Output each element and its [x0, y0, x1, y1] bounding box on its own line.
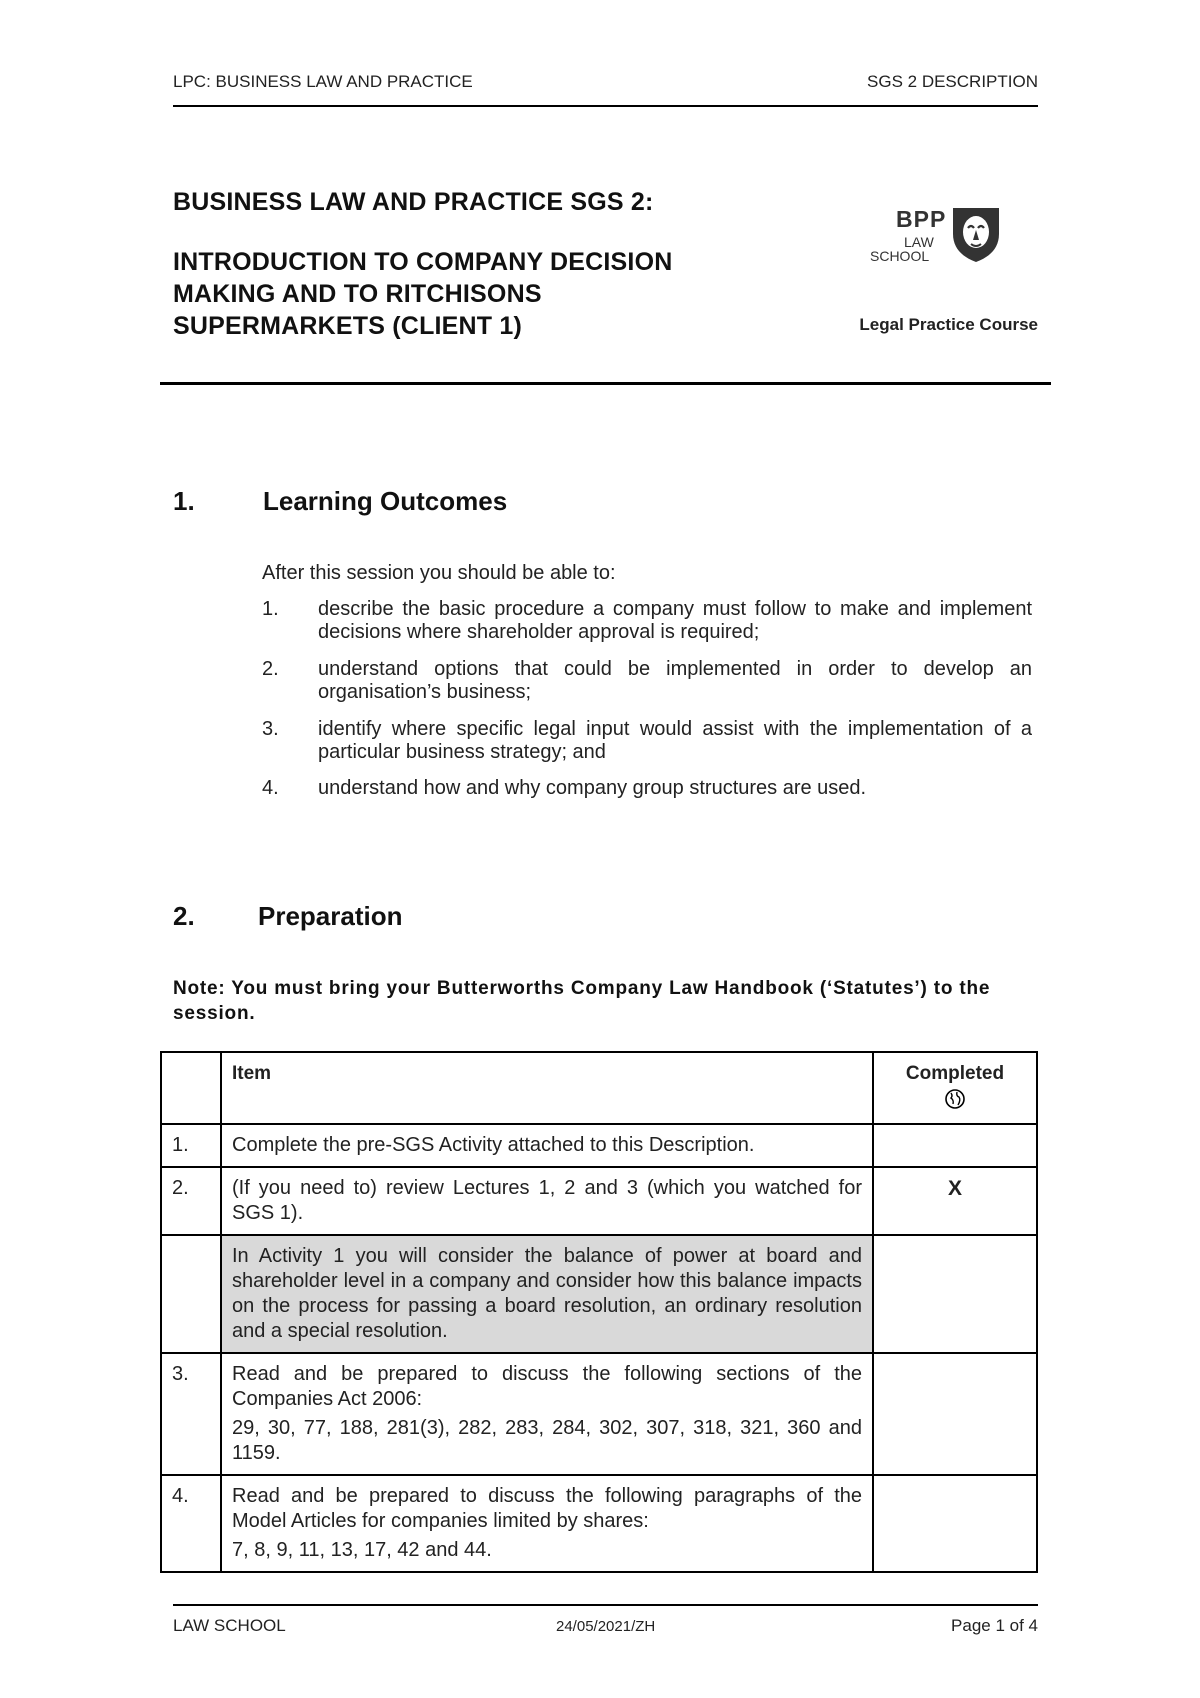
title-line-3: MAKING AND TO RITCHISONS: [173, 280, 542, 308]
row-item-text: (If you need to) review Lectures 1, 2 and 3 (which you watched for SGS 1).: [221, 1167, 873, 1235]
header-right: SGS 2 DESCRIPTION: [867, 72, 1038, 91]
row-item-cell: [221, 1475, 873, 1572]
outcome-number: 4.: [262, 777, 279, 799]
section-2-title: Preparation: [258, 901, 403, 931]
outcome-number: 1.: [262, 598, 279, 620]
title-line-4: SUPERMARKETS (CLIENT 1): [173, 312, 523, 340]
logo-school-text: SCHOOL: [870, 248, 930, 264]
footer-page-number: Page 1 of 4: [951, 1616, 1038, 1635]
learning-outcome-item: [262, 718, 1032, 766]
footer-rule: [173, 1604, 1038, 1606]
preparation-note: Note: You must bring your Butterworths Company Law Handbook (‘Statutes’) to the session.: [173, 978, 991, 1024]
activity-1-shaded-note: In Activity 1 you will consider the balance of power at board and shareholder level in a company and consider how this balance impacts on the process for passing a board resolution, an ordinary resolution and a special resolution.: [221, 1235, 873, 1353]
learning-outcome-item: [262, 598, 1032, 646]
row-number: 3.: [161, 1353, 221, 1475]
learning-outcome-item: [262, 777, 1032, 801]
row-completed: [873, 1475, 1037, 1572]
table-row: [161, 1475, 1037, 1572]
outcome-number: 3.: [262, 718, 279, 740]
row-item-text: Complete the pre-SGS Activity attached to this Description.: [221, 1124, 873, 1167]
logo-law-text: LAW: [904, 234, 934, 250]
learning-outcome-item: [262, 658, 1032, 706]
globe-icon: [944, 1088, 966, 1110]
title-line-1: BUSINESS LAW AND PRACTICE SGS 2:: [173, 188, 654, 216]
row-item-paragraphs: 7, 8, 9, 11, 13, 17, 42 and 44.: [232, 1539, 492, 1561]
footer-left: LAW SCHOOL: [173, 1616, 286, 1635]
table-row: [161, 1167, 1037, 1235]
legal-practice-course-label: Legal Practice Course: [859, 315, 1038, 334]
section-2-number: 2.: [173, 901, 195, 931]
header-left: LPC: BUSINESS LAW AND PRACTICE: [173, 72, 473, 91]
row-item-cell: [221, 1353, 873, 1475]
table-header-row: [161, 1052, 1037, 1124]
row-completed-mark: X: [873, 1167, 1037, 1235]
header-cell-completed: [873, 1052, 1037, 1124]
header-rule: [173, 105, 1038, 107]
outcome-text: describe the basic procedure a company must follow to make and implement decisions where shareholder approval is required;: [318, 598, 1032, 643]
row-completed: [873, 1235, 1037, 1353]
row-item-text: Read and be prepared to discuss the following paragraphs of the Model Articles for companies limited by shares:: [232, 1485, 862, 1532]
row-number: 4.: [161, 1475, 221, 1572]
row-item-sections: 29, 30, 77, 188, 281(3), 282, 283, 284, 302, 307, 318, 321, 360 and 1159.: [232, 1417, 862, 1464]
row-completed: [873, 1353, 1037, 1475]
outcome-number: 2.: [262, 658, 279, 680]
outcome-text: understand options that could be implemented in order to develop an organisation’s business;: [318, 658, 1032, 703]
learning-outcomes-intro: After this session you should be able to:: [262, 562, 616, 584]
footer-date: 24/05/2021/ZH: [556, 1618, 656, 1635]
row-completed: [873, 1124, 1037, 1167]
bpp-law-school-logo: [866, 204, 1006, 274]
row-number: [161, 1235, 221, 1353]
logo-bpp-text: BPP: [896, 206, 947, 232]
header-cell-number: [161, 1052, 221, 1124]
preparation-table: [160, 1051, 1038, 1573]
header-cell-item: Item: [221, 1052, 873, 1124]
title-line-2: INTRODUCTION TO COMPANY DECISION: [173, 248, 673, 276]
table-row: [161, 1235, 1037, 1353]
outcome-text: identify where specific legal input would assist with the implementation of a particular business strategy; and: [318, 718, 1032, 763]
section-1-title: Learning Outcomes: [263, 486, 508, 516]
table-row: [161, 1353, 1037, 1475]
row-item-text: Read and be prepared to discuss the following sections of the Companies Act 2006:: [232, 1363, 862, 1410]
row-number: 1.: [161, 1124, 221, 1167]
section-1-number: 1.: [173, 486, 195, 516]
row-number: 2.: [161, 1167, 221, 1235]
lion-shield-icon: [949, 204, 1003, 264]
outcome-text: understand how and why company group structures are used.: [318, 777, 867, 799]
title-rule: [160, 382, 1051, 385]
completed-label: Completed: [905, 1063, 1005, 1084]
table-row: [161, 1124, 1037, 1167]
